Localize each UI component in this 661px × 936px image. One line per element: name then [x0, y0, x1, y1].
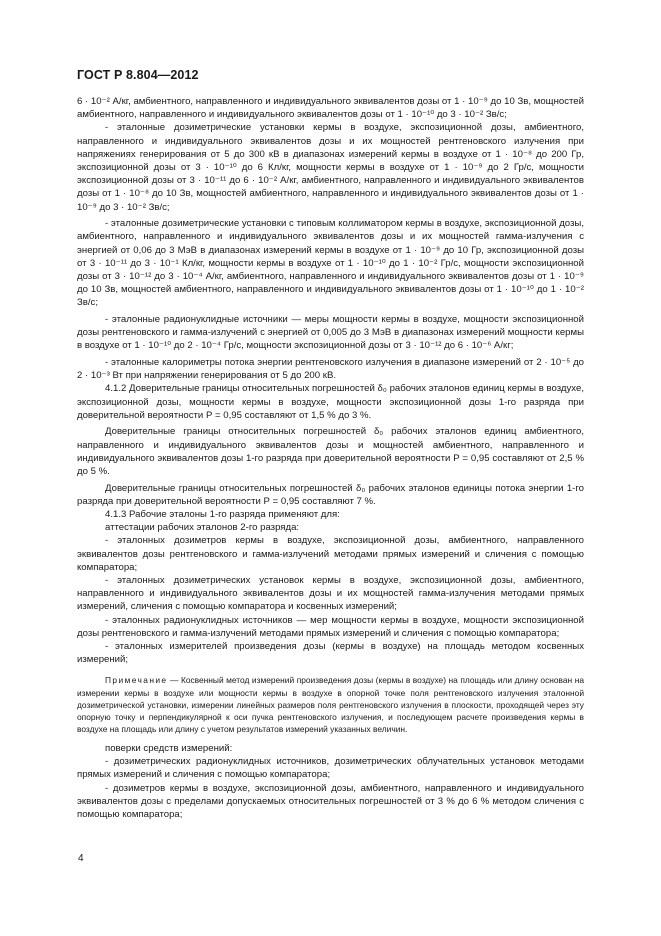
- list-item: - дозиметров кермы в воздухе, экспозиционной дозы, амбиентного, направленного и индивидуального эквивалентов дозы с пределами допускаемых относительных погрешностей от 3 % до 6 % методом сличения с помощью компаратора;: [77, 782, 584, 820]
- paragraph: Доверительные границы относительных погрешностей δ₀ рабочих эталонов единицы потока энергии 1-го разряда при доверительной вероятности Р = 0,95 составляют 7 %.: [77, 482, 584, 507]
- paragraph-continued: 6 · 10⁻² А/кг, амбиентного, направленного и индивидуального эквивалентов дозы от 1 · 10⁻⁹ до 10 Зв, мощностей амбиентного, направленного и индивидуального эквивалентов дозы от 1 · 10⁻¹⁰ до 3 · 10⁻² Зв/с;: [77, 96, 584, 121]
- note-label: Примечание: [105, 675, 168, 686]
- paragraph: поверки средств измерений:: [105, 742, 233, 754]
- list-item: - эталонных измерителей произведения дозы (кермы в воздухе) на площадь методом косвенных измерений;: [77, 641, 584, 666]
- list-item: - эталонные радионуклидные источники — меры мощности кермы в воздухе, мощности экспозиционной дозы рентгеновского и гамма-излучений с энергией от 0,005 до 3 МэВ в диапазонах измерений мощности кермы в воздухе от 1 · 10⁻¹⁰ до 2 · 10⁻⁴ Гр/с, мощности экспозиционной дозы от 3 · 10⁻¹² до 6 · 10⁻⁶ А/кг;: [77, 314, 584, 352]
- list-item: - дозиметрических радионуклидных источников, дозиметрических облучательных установок методами прямых измерений и сличения с помощью компаратора;: [77, 756, 584, 781]
- page-number: 4: [78, 853, 84, 864]
- list-item: - эталонные дозиметрические установки с типовым коллиматором кермы в воздухе, экспозиционной дозы, амбиентного, направленного и индивидуального эквивалентов дозы и их мощностей гамма-излучения с энергией от 0,06 до 3 МэВ в диапазонах измерений кермы в воздухе от 1 · 10⁻⁹ до 10 Гр, экспозиционной дозы от 3 · 10⁻¹¹ до 3 · 10⁻¹ Кл/кг, мощности кермы в воздухе от 1 · 10⁻¹⁰ до 1 · 10⁻² Гр/с, мощности экспозиционной дозы от 3 · 10⁻¹² до 3 · 10⁻⁴ А/кг, амбиентного, направленного и индивидуального эквивалентов дозы от 1 · 10⁻⁹ до 10 Зв, мощностей амбиентного, направленного и индивидуального эквивалентов дозы от 1 · 10⁻¹⁰ до 1 · 10⁻² Зв/с;: [77, 218, 584, 309]
- list-item: - эталонных дозиметров кермы в воздухе, экспозиционной дозы, амбиентного, направленного эквивалентов дозы рентгеновского и гамма-излучений методами прямых измерений и сличения с помощью компаратора;: [77, 535, 584, 573]
- document-body: [77, 95, 584, 821]
- paragraph: Доверительные границы относительных погрешностей δ₀ рабочих эталонов единиц амбиентного, направленного и индивидуального эквивалентов дозы и мощностей амбиентного, направленного и индивидуального эквивалентов дозы 1-го разряда при доверительной вероятности Р = 0,95 составляют от 2,5 % до 5 %.: [77, 426, 584, 478]
- list-item: - эталонных радионуклидных источников — мер мощности кермы в воздухе, мощности экспозиционной дозы рентгеновского и гамма-излучений методами прямых измерений и сличения с помощью компаратора;: [77, 614, 584, 639]
- list-item: - эталонных дозиметрических установок кермы в воздухе, экспозиционной дозы, амбиентного, направленного и индивидуального эквивалентов дозы и их мощностей гамма-излучения методами прямых измерений, сличения с помощью компаратора и косвенных измерений;: [77, 575, 584, 613]
- clause-4-1-3: 4.1.3 Рабочие эталоны 1-го разряда применяют для:: [105, 509, 340, 521]
- paragraph: аттестации рабочих эталонов 2-го разряда:: [105, 522, 300, 534]
- clause-4-1-2: 4.1.2 Доверительные границы относительных погрешностей δ₀ рабочих эталонов единиц кермы в воздухе, экспозиционной дозы, мощности кермы в воздухе, мощности экспозиционной дозы 1-го разряда при доверительной вероятности Р = 0,95 составляют от 1,5 % до 3 %.: [77, 383, 584, 421]
- list-item: - эталонные калориметры потока энергии рентгеновского излучения в диапазоне измерений от 2 · 10⁻⁵ до 2 · 10⁻³ Вт при напряжении генерирования от 5 до 200 кВ.: [77, 357, 584, 382]
- note: [77, 674, 584, 734]
- document-header: ГОСТ Р 8.804—2012: [77, 68, 199, 82]
- note-text: — Косвенный метод измерений произведения дозы (кермы в воздухе) на площадь или длину основан на измерении кермы в воздухе или мощности кермы в воздухе в опорной точке поля рентгеновского излучения эталонной дозиметрической установки, измерении линейных размеров поля рентгеновского излучения в плоскости, проходящей через эту опорную точку и перпендикулярной к оси пучка рентгеновского излучения, и последующем расчете произведения кермы в воздухе на площадь или длину с учетом результатов измерений указанных величин.: [77, 675, 585, 734]
- list-item: - эталонные дозиметрические установки кермы в воздухе, экспозиционной дозы, амбиентного, направленного и индивидуального эквивалентов дозы и их мощностей рентгеновского излучения при напряжениях генерирования от 5 до 300 кВ в диапазонах измерений кермы в воздухе от 1 · 10⁻⁸ до 200 Гр, экспозиционной дозы от 3 · 10⁻¹⁰ до 6 Кл/кг, мощности кермы в воздухе от 1 · 10⁻⁹ до 2 Гр/с, мощности экспозиционной дозы от 3 · 10⁻¹¹ до 6 · 10⁻² А/кг, амбиентного, направленного и индивидуального эквивалентов дозы от 1 · 10⁻⁸ до 10 Зв, мощностей амбиентного, направленного и индивидуального эквивалентов дозы от 1 · 10⁻⁹ до 3 · 10⁻² Зв/с;: [77, 122, 584, 213]
